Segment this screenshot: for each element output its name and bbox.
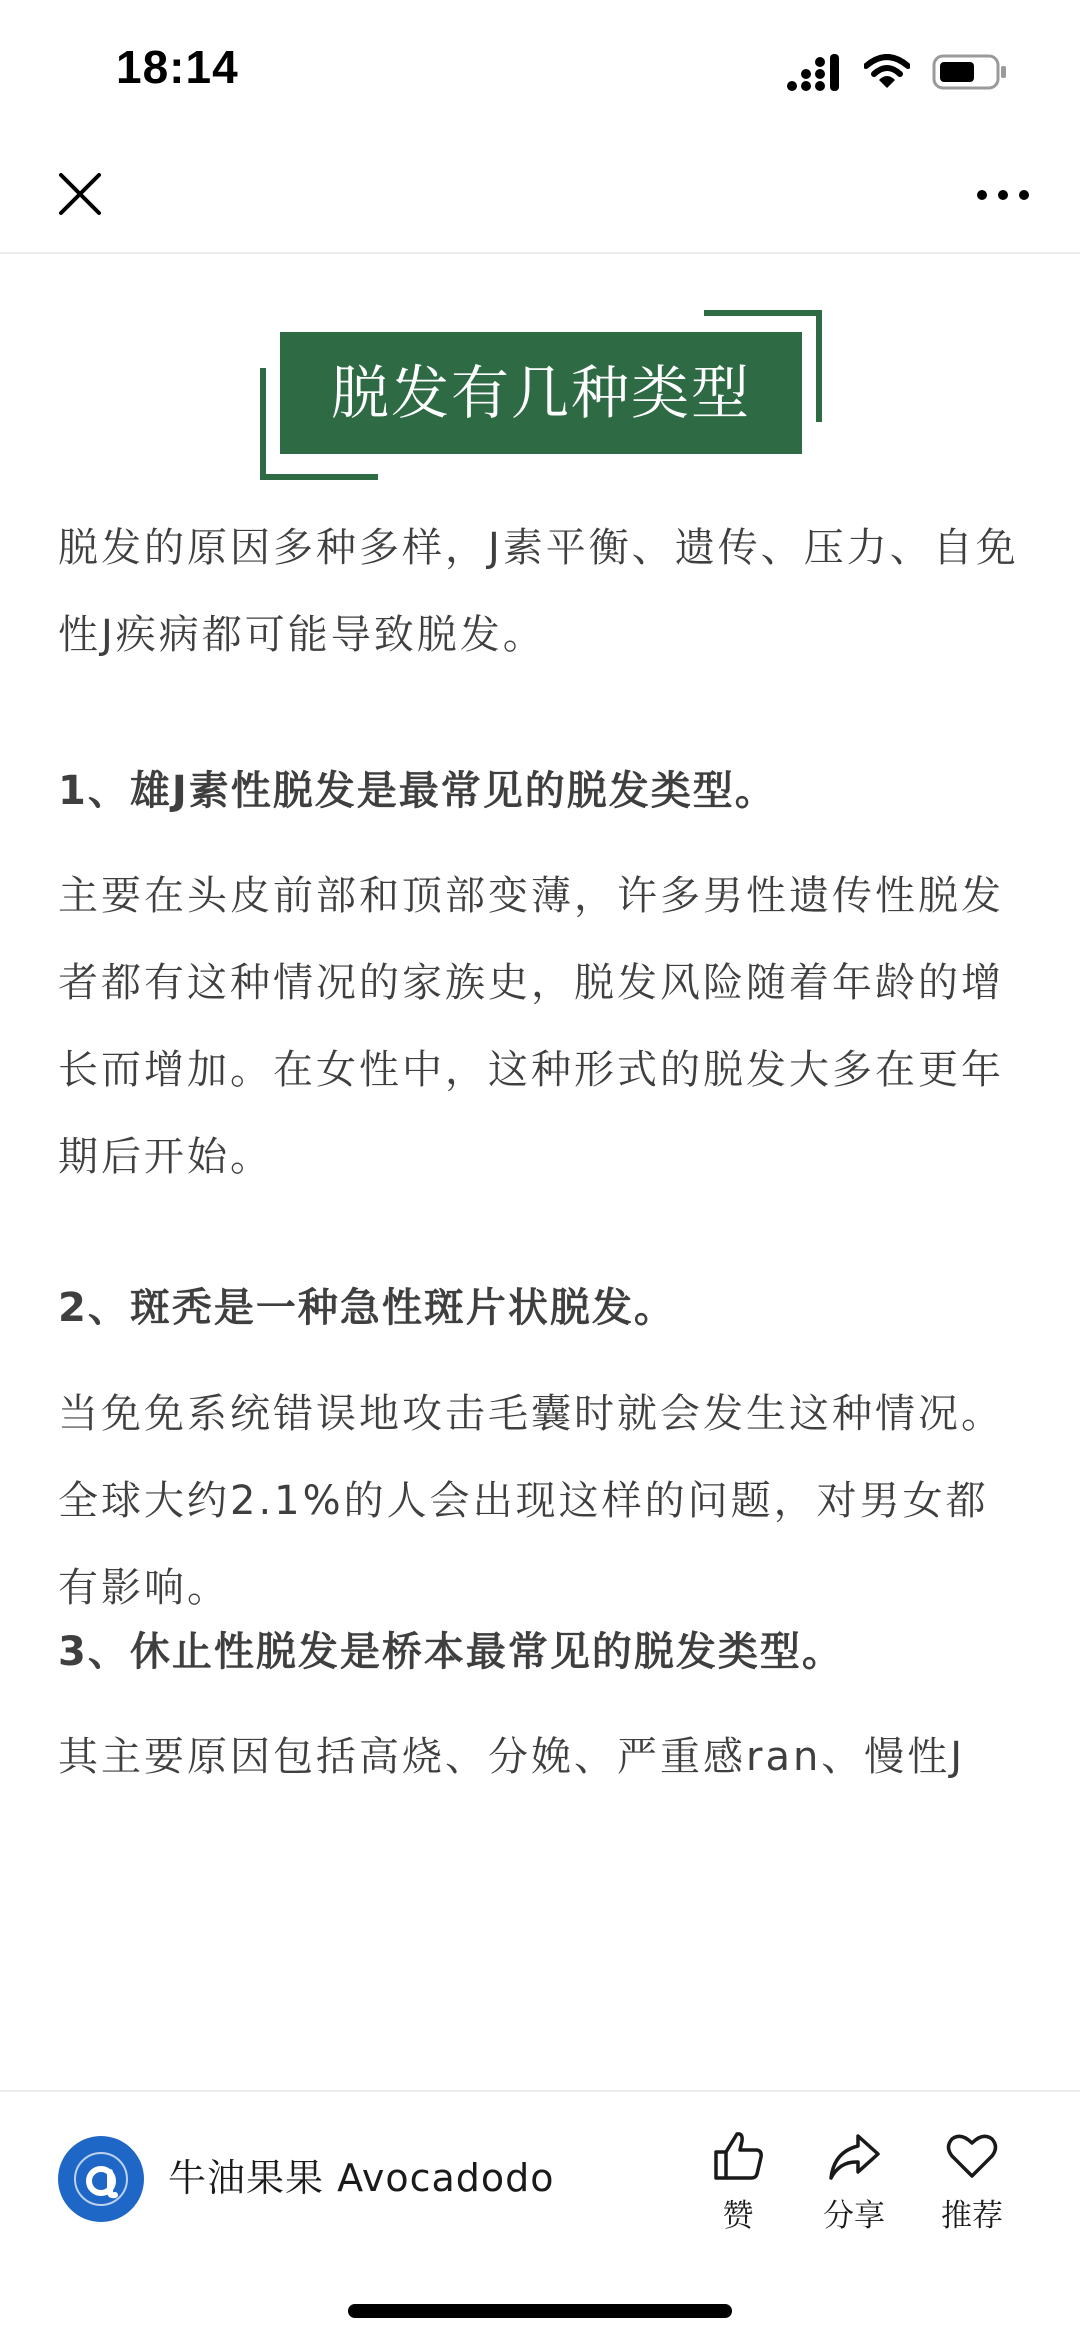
body-paragraph: 主要在头皮前部和顶部变薄，许多男性遗传性脱发者都有这种情况的家族史，脱发风险随着年龄的增长而增加。在女性中，这种形式的脱发大多在更年期后开始。 <box>58 873 1004 1180</box>
more-button[interactable] <box>970 170 1036 220</box>
section-heading: 3、休止性脱发是桥本最常见的脱发类型。 <box>58 1629 844 1675</box>
status-icons <box>786 50 1008 94</box>
article-title-block <box>260 310 822 480</box>
share-icon <box>826 2128 882 2184</box>
bottom-bar <box>0 2090 1080 2340</box>
home-indicator[interactable] <box>348 2304 732 2318</box>
article-title: 脱发有几种类型 <box>280 332 802 454</box>
body-paragraph: 当免免系统错误地攻击毛囊时就会发生这种情况。全球大约2.1%的人会出现这样的问题，对男女都有影响。 <box>58 1391 1004 1611</box>
account-name[interactable]: 牛油果果 Avocadodo <box>168 2156 555 2200</box>
intro-paragraph: 脱发的原因多种多样，J素平衡、遗传、压力、自免性J疾病都可能导致脱发。 <box>58 525 1019 658</box>
section-heading: 2、斑秃是一种急性斑片状脱发。 <box>58 1285 676 1331</box>
thumbs-up-icon <box>710 2128 766 2184</box>
recommend-button[interactable] <box>922 2128 1022 2238</box>
section-heading: 1、雄J素性脱发是最常见的脱发类型。 <box>58 768 777 814</box>
like-label: 赞 <box>722 2198 754 2234</box>
close-icon <box>57 171 103 217</box>
like-button[interactable] <box>688 2128 788 2238</box>
status-time: 18:14 <box>116 41 239 93</box>
body-paragraph: 其主要原因包括高烧、分娩、严重感ran、慢性J <box>58 1734 966 1780</box>
nav-bar <box>0 140 1080 254</box>
wifi-icon <box>864 54 910 90</box>
share-label: 分享 <box>823 2198 885 2234</box>
status-bar <box>0 0 1080 140</box>
recommend-label: 推荐 <box>941 2198 1003 2234</box>
article-content[interactable] <box>0 254 1080 2090</box>
more-icon <box>975 188 1031 202</box>
battery-icon <box>932 54 1008 90</box>
heart-icon <box>944 2128 1000 2184</box>
account-avatar[interactable] <box>58 2136 144 2222</box>
cellular-signal-icon <box>786 52 842 92</box>
avocado-logo-icon <box>66 2144 136 2214</box>
share-button[interactable] <box>804 2128 904 2238</box>
close-button[interactable] <box>50 164 110 224</box>
